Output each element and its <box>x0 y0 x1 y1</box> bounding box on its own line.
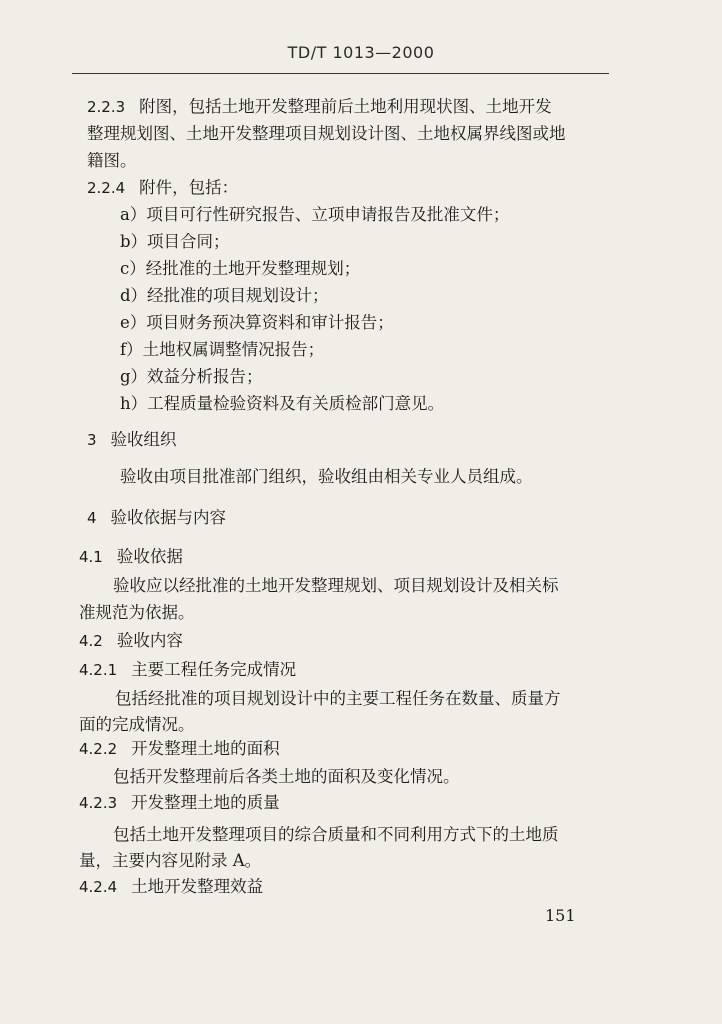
clause-4-2-2 <box>79 739 280 759</box>
section-3-heading <box>87 430 177 450</box>
clause-number: 4.1 <box>79 548 103 566</box>
header-rule <box>72 73 609 74</box>
text-line: 籍图。 <box>87 151 137 170</box>
clause-2-2-4 <box>87 178 238 198</box>
clause-text: 土地开发整理效益 <box>131 877 264 896</box>
clause-4-2-3 <box>79 793 280 813</box>
clause-text: 验收依据 <box>116 547 183 566</box>
list-item: a）项目可行性研究报告、立项申请报告及批准文件； <box>120 205 510 224</box>
text-line: 验收应以经批准的土地开发整理规划、项目规划设计及相关标 <box>113 576 559 595</box>
clause-text: 验收内容 <box>116 631 183 650</box>
text-line: 包括开发整理前后各类土地的面积及变化情况。 <box>113 767 460 786</box>
section-title: 验收组织 <box>110 430 177 449</box>
list-item: h）工程质量检验资料及有关质检部门意见。 <box>120 394 445 413</box>
list-item: g）效益分析报告； <box>120 367 263 386</box>
clause-number: 4.2.1 <box>79 661 118 679</box>
page-number: 151 <box>545 906 576 925</box>
clause-text: 主要工程任务完成情况 <box>131 660 297 679</box>
clause-number: 2.2.3 <box>87 98 126 116</box>
text-line: 准规范为依据。 <box>79 603 195 622</box>
section-title: 验收依据与内容 <box>110 508 227 527</box>
clause-2-2-3 <box>87 97 552 117</box>
list-item: b）项目合同； <box>120 232 230 251</box>
clause-4-2-4 <box>79 877 263 897</box>
section-number: 3 <box>87 431 97 449</box>
list-item: f）土地权属调整情况报告； <box>120 340 325 359</box>
page-header: TD/T 1013—2000 <box>287 43 435 62</box>
text-line: 包括土地开发整理项目的综合质量和不同利用方式下的土地质 <box>113 825 559 844</box>
clause-4-1 <box>79 547 183 567</box>
clause-text: 附件，包括： <box>139 178 239 197</box>
section-4-heading <box>87 508 226 528</box>
clause-4-2 <box>79 631 183 651</box>
text-line: 量，主要内容见附录 A。 <box>79 851 262 870</box>
clause-text: 开发整理土地的面积 <box>131 739 280 758</box>
clause-number: 2.2.4 <box>87 179 126 197</box>
text-line: 整理规划图、土地开发整理项目规划设计图、土地权属界线图或地 <box>87 124 566 143</box>
text-line: 包括经批准的项目规划设计中的主要工程任务在数量、质量方 <box>115 689 561 708</box>
clause-number: 4.2.4 <box>79 878 118 896</box>
list-item: e）项目财务预决算资料和审计报告； <box>120 313 394 332</box>
clause-4-2-1 <box>79 660 296 680</box>
list-item: c）经批准的土地开发整理规划； <box>120 259 361 278</box>
clause-number: 4.2.3 <box>79 794 118 812</box>
text-line: 验收由项目批准部门组织，验收组由相关专业人员组成。 <box>120 467 533 486</box>
clause-number: 4.2 <box>79 632 103 650</box>
clause-text: 开发整理土地的质量 <box>131 793 280 812</box>
list-item: d）经批准的项目规划设计； <box>120 286 329 305</box>
section-number: 4 <box>87 509 97 527</box>
clause-number: 4.2.2 <box>79 740 118 758</box>
clause-text: 附图，包括土地开发整理前后土地利用现状图、土地开发 <box>139 97 552 116</box>
text-line: 面的完成情况。 <box>79 715 195 734</box>
